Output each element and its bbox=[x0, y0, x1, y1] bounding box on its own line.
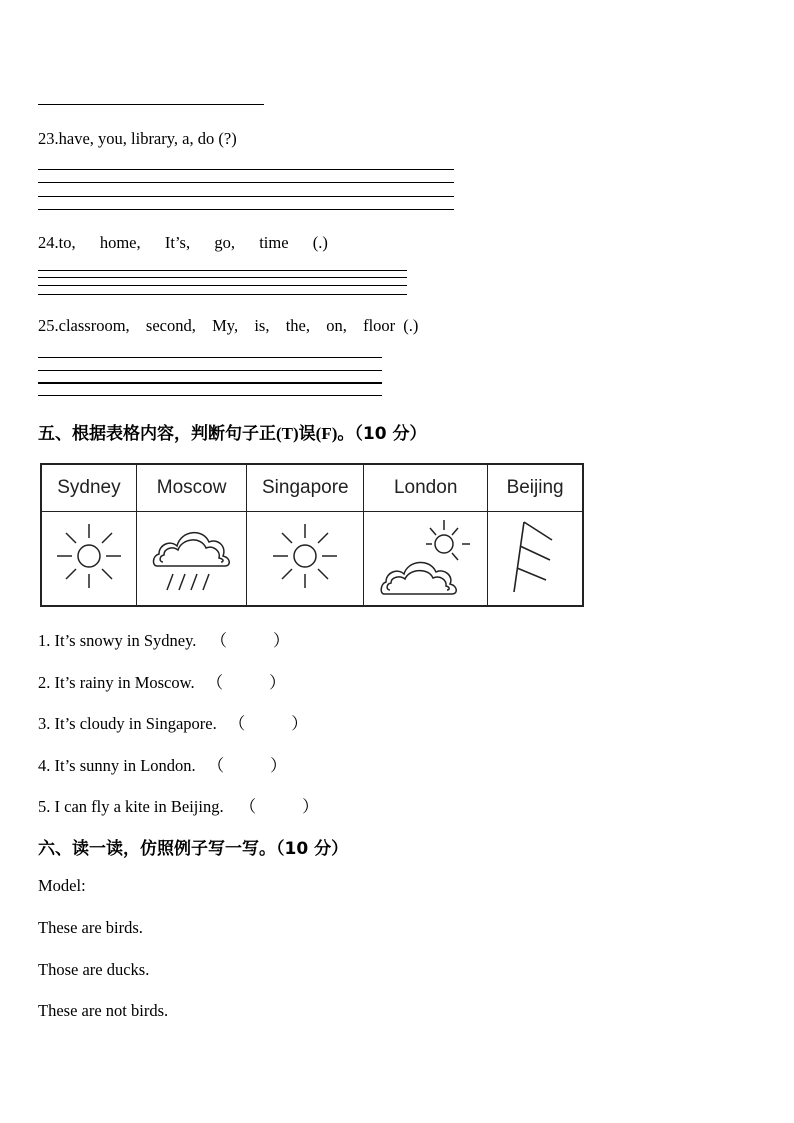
title-text: 误 bbox=[298, 424, 316, 444]
title-text: (T) bbox=[276, 424, 299, 443]
sun-behind-cloud-icon bbox=[380, 514, 472, 598]
answer-blank[interactable] bbox=[208, 752, 287, 776]
model-label: Model: bbox=[38, 876, 86, 895]
title-text: 五、根据表格内容，判断句子正 bbox=[38, 424, 276, 444]
answer-line bbox=[38, 277, 407, 278]
statement-2 bbox=[38, 669, 286, 693]
question-number: 23. bbox=[38, 129, 59, 148]
answer-line bbox=[38, 209, 454, 210]
answer-line bbox=[38, 270, 407, 271]
paren-close: ） bbox=[269, 673, 286, 692]
answer-line bbox=[38, 196, 454, 197]
model-sentence: These are not birds. bbox=[38, 1001, 169, 1020]
weather-cell bbox=[247, 512, 364, 607]
rain-cloud-icon bbox=[151, 516, 233, 596]
answer-line bbox=[38, 294, 407, 295]
statement-3 bbox=[38, 710, 308, 734]
city-cell: Singapore bbox=[247, 464, 364, 512]
weather-cell bbox=[364, 512, 488, 607]
answer-line bbox=[38, 370, 382, 371]
city-cell: London bbox=[364, 464, 488, 512]
question-23 bbox=[38, 129, 237, 149]
weather-table bbox=[40, 463, 584, 607]
statement-text: 2. It’s rainy in Moscow. bbox=[38, 673, 195, 692]
model-sentence: Those are ducks. bbox=[38, 960, 150, 979]
statement-text: 1. It’s snowy in Sydney. bbox=[38, 631, 197, 650]
answer-blank[interactable] bbox=[229, 710, 308, 734]
question-25 bbox=[38, 316, 418, 336]
question-words: to, home, It’s, go, time (.) bbox=[58, 233, 328, 252]
model-sentence: These are birds. bbox=[38, 918, 143, 937]
city-cell: Moscow bbox=[136, 464, 247, 512]
city-cell: Beijing bbox=[488, 464, 583, 512]
question-number: 24. bbox=[38, 233, 59, 252]
answer-line bbox=[38, 285, 407, 286]
section-6-title: 六、读一读，仿照例子写一写。（10 分） bbox=[38, 839, 349, 859]
question-words: classroom, second, My, is, the, on, floor (.) bbox=[58, 316, 419, 335]
answer-line bbox=[38, 395, 382, 396]
weather-cell bbox=[136, 512, 247, 607]
statement-text: 5. I can fly a kite in Beijing. bbox=[38, 797, 224, 816]
answer-blank[interactable] bbox=[240, 793, 319, 817]
answer-line bbox=[38, 382, 382, 384]
question-words: have, you, library, a, do (?) bbox=[58, 129, 237, 148]
paren-open: （ bbox=[207, 756, 225, 775]
paren-open: （ bbox=[206, 673, 224, 692]
paren-open: （ bbox=[210, 631, 227, 650]
statement-1 bbox=[38, 627, 289, 651]
answer-line bbox=[38, 182, 454, 183]
weather-cell bbox=[488, 512, 583, 607]
section-5-title bbox=[38, 419, 426, 444]
paren-open: （ bbox=[228, 714, 246, 733]
question-number: 25. bbox=[38, 316, 59, 335]
answer-blank[interactable] bbox=[207, 669, 286, 693]
statement-4 bbox=[38, 752, 287, 776]
title-text: (F) bbox=[315, 424, 338, 443]
answer-line bbox=[38, 104, 264, 105]
paren-close: ） bbox=[291, 714, 308, 733]
wind-icon bbox=[500, 516, 570, 596]
statement-text: 4. It’s sunny in London. bbox=[38, 756, 196, 775]
paren-close: ） bbox=[270, 756, 287, 775]
title-text: 。（10 分） bbox=[337, 424, 427, 444]
city-cell: Sydney bbox=[41, 464, 136, 512]
paren-close: ） bbox=[302, 797, 319, 816]
weather-cell bbox=[41, 512, 136, 607]
statement-5 bbox=[38, 793, 319, 817]
answer-line bbox=[38, 357, 382, 358]
question-24 bbox=[38, 233, 328, 253]
statement-text: 3. It’s cloudy in Singapore. bbox=[38, 714, 217, 733]
answer-line bbox=[38, 169, 454, 170]
sun-icon bbox=[54, 516, 124, 596]
sun-icon bbox=[270, 516, 340, 596]
paren-open: （ bbox=[239, 797, 257, 816]
answer-blank[interactable] bbox=[210, 627, 289, 651]
paren-close: ） bbox=[272, 631, 290, 650]
